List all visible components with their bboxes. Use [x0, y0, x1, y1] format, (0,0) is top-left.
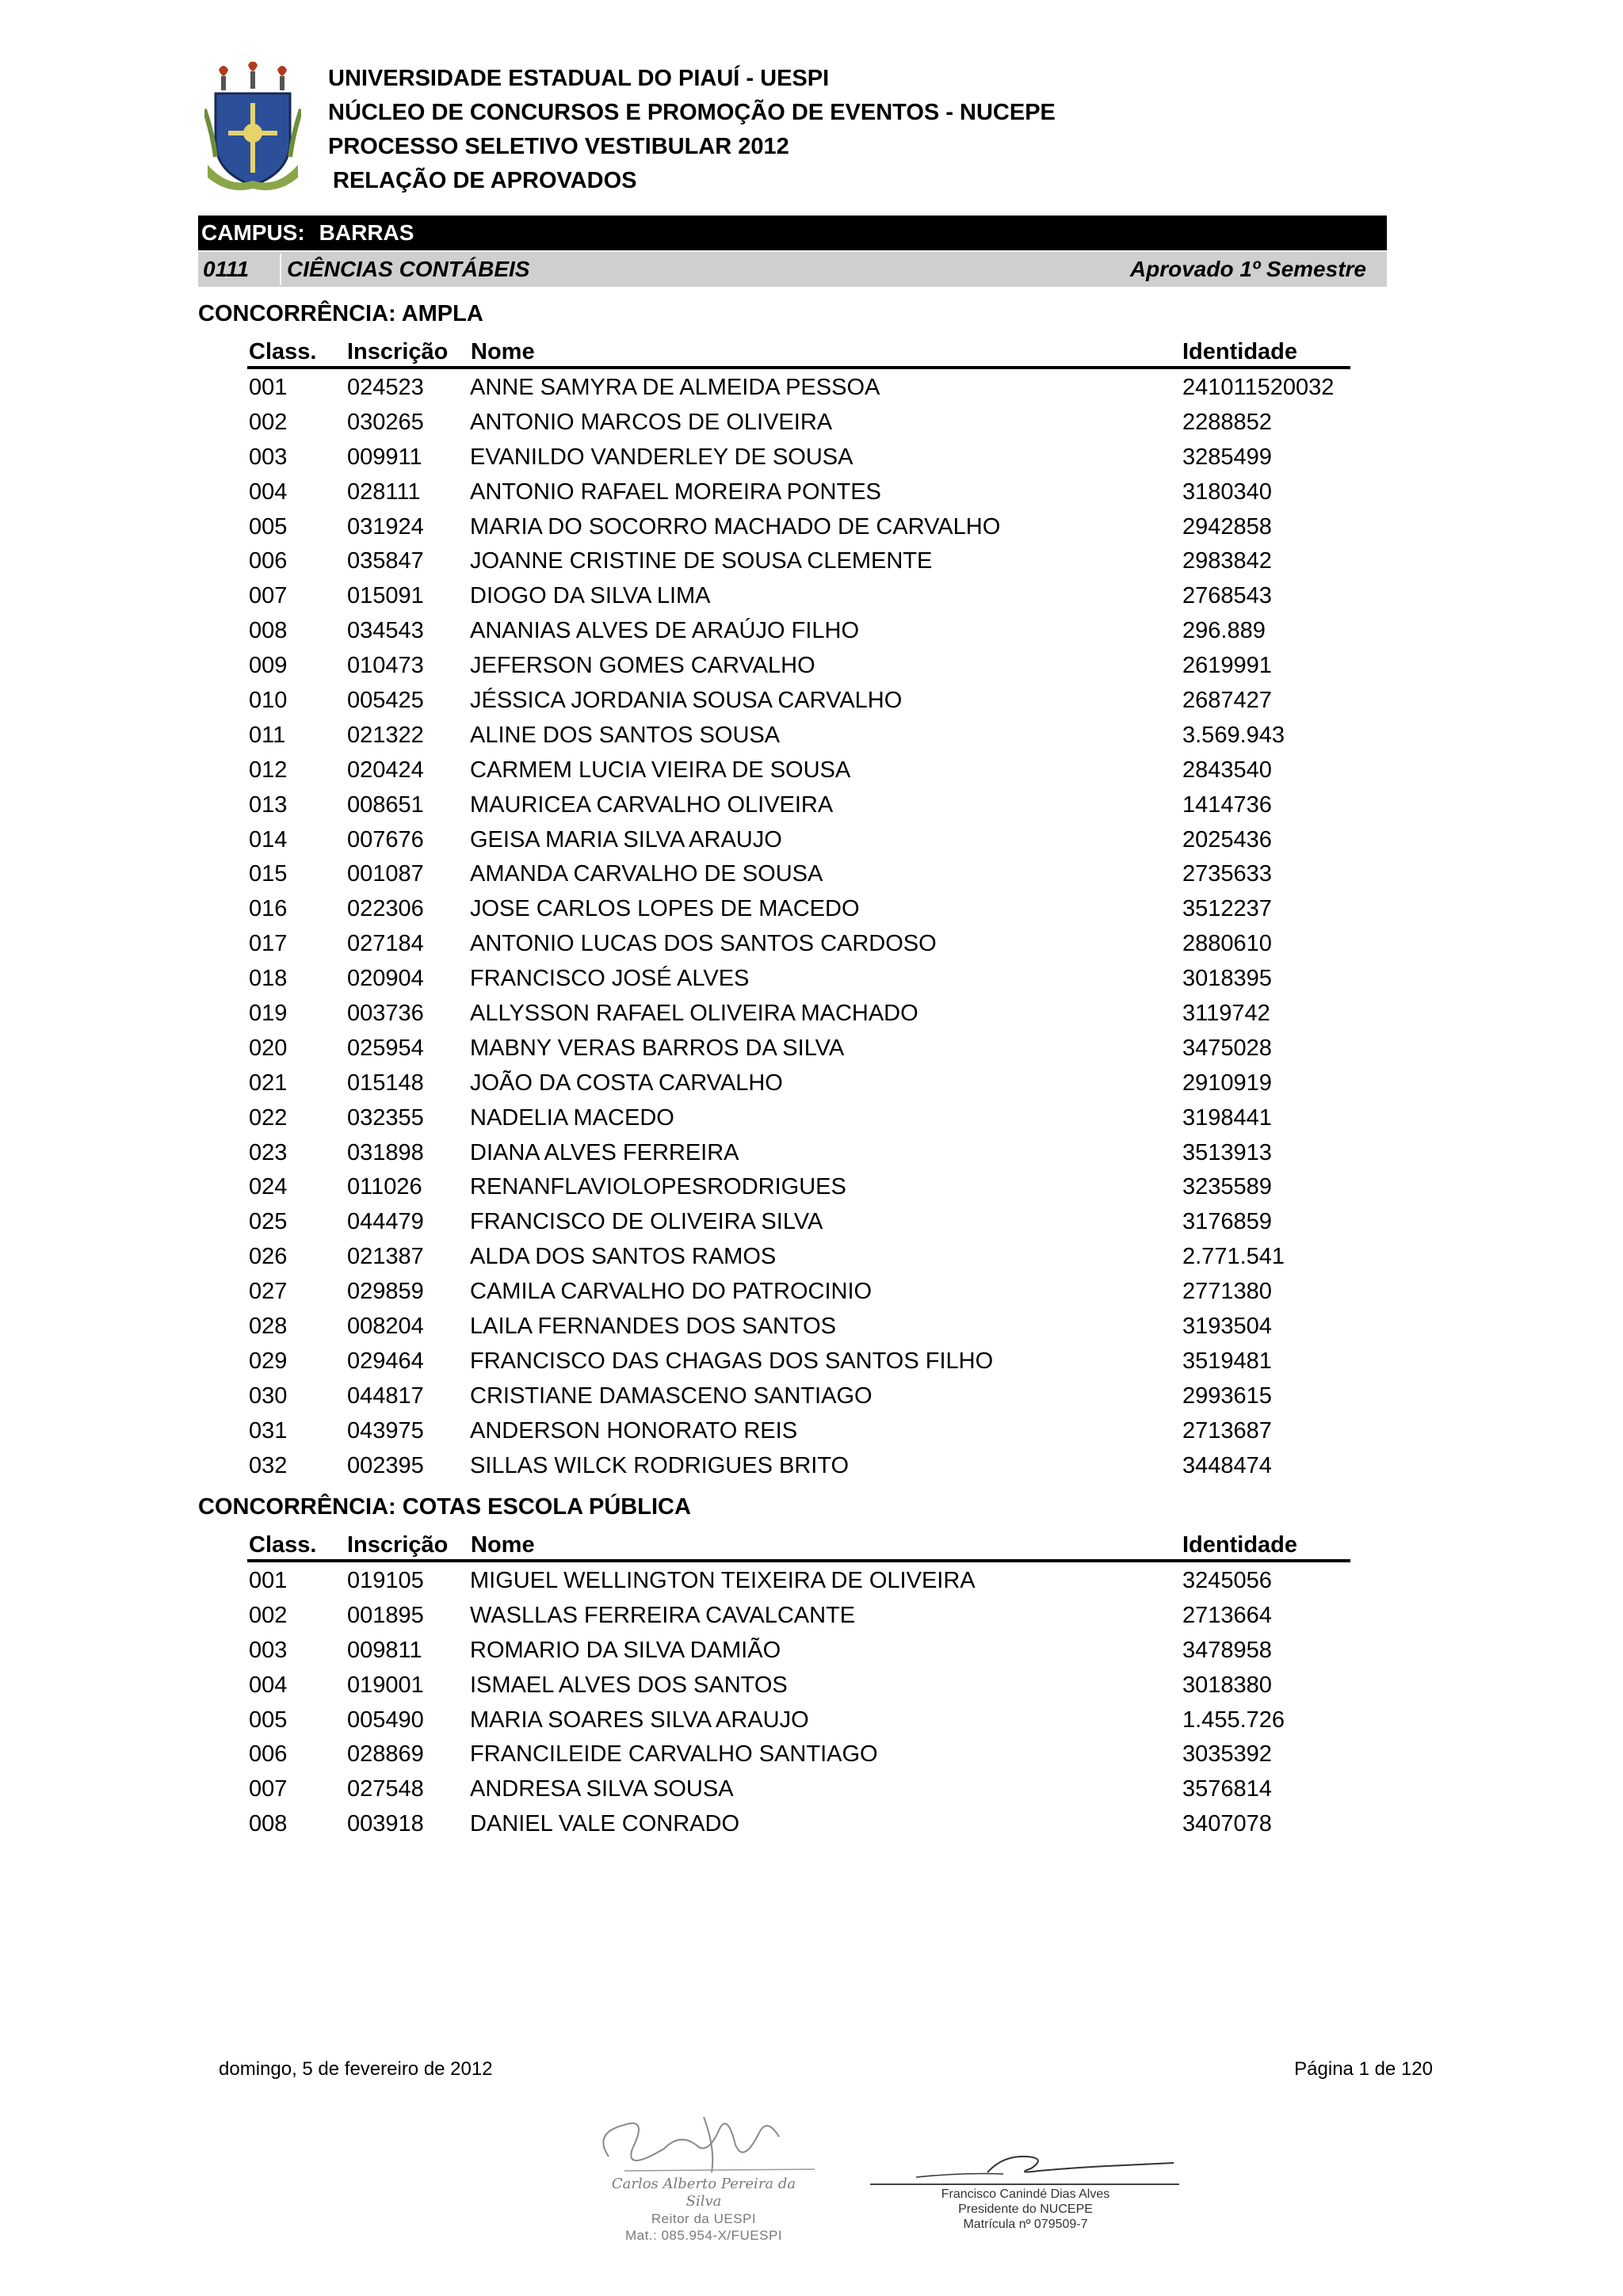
- cell-identidade: 3018395: [1182, 966, 1272, 992]
- table-header: [247, 1527, 1350, 1562]
- cell-inscricao: 019001: [347, 1672, 424, 1698]
- course-bar-divider: [280, 254, 281, 285]
- table-row: [247, 1414, 1373, 1449]
- cell-nome: DIANA ALVES FERREIRA: [470, 1139, 739, 1165]
- cell-class: 028: [249, 1314, 288, 1340]
- handwritten-signature-icon: [577, 2101, 862, 2180]
- cell-class: 030: [249, 1383, 288, 1409]
- table-row: [247, 684, 1373, 719]
- table-row: [247, 962, 1373, 997]
- cell-inscricao: 043975: [347, 1417, 424, 1444]
- cell-class: 002: [249, 409, 288, 435]
- column-header-identidade: Identidade: [1182, 339, 1298, 364]
- cell-inscricao: 035847: [347, 548, 424, 574]
- cell-inscricao: 027548: [347, 1776, 424, 1802]
- cell-nome: CRISTIANE DAMASCENO SANTIAGO: [470, 1383, 873, 1409]
- cell-nome: MABNY VERAS BARROS DA SILVA: [470, 1035, 845, 1061]
- cell-class: 003: [249, 1637, 288, 1663]
- cell-class: 022: [249, 1104, 288, 1131]
- cell-class: 001: [249, 1568, 288, 1593]
- table-row: [247, 1240, 1373, 1275]
- cell-class: 017: [249, 931, 288, 957]
- university-name: UNIVERSIDADE ESTADUAL DO PIAUÍ - UESPI: [328, 66, 830, 91]
- cell-nome: ALLYSSON RAFAEL OLIVEIRA MACHADO: [470, 1001, 918, 1027]
- table-row: [247, 1669, 1373, 1703]
- cell-class: 007: [249, 1776, 288, 1802]
- cell-identidade: 2619991: [1182, 653, 1272, 679]
- cell-nome: JOÃO DA COSTA CARVALHO: [470, 1070, 783, 1096]
- cell-inscricao: 002395: [347, 1452, 424, 1478]
- cell-identidade: 241011520032: [1182, 375, 1335, 400]
- cell-inscricao: 009811: [347, 1637, 422, 1663]
- cell-identidade: 2843540: [1182, 757, 1272, 783]
- cell-class: 013: [249, 791, 288, 818]
- cell-identidade: 3.569.943: [1182, 722, 1285, 748]
- cell-identidade: 2993615: [1182, 1383, 1272, 1409]
- results-table: [247, 371, 1373, 1484]
- cell-class: 031: [249, 1417, 288, 1444]
- cell-identidade: 3176859: [1182, 1209, 1272, 1235]
- handwritten-signature-icon: [869, 2109, 1186, 2183]
- cell-inscricao: 005490: [347, 1707, 424, 1733]
- cell-identidade: 2771380: [1182, 1279, 1272, 1305]
- page-number: Página 1 de 120: [1294, 2058, 1433, 2080]
- cell-identidade: 3035392: [1182, 1741, 1272, 1768]
- cell-inscricao: 001087: [347, 861, 424, 887]
- cell-identidade: 3180340: [1182, 479, 1272, 505]
- cell-inscricao: 010473: [347, 653, 424, 679]
- cell-identidade: 3245056: [1182, 1568, 1272, 1593]
- table-row: [247, 1170, 1373, 1205]
- cell-class: 008: [249, 618, 288, 644]
- cell-identidade: 3478958: [1182, 1637, 1272, 1663]
- signature-line: [870, 2183, 1179, 2185]
- cell-class: 027: [249, 1279, 288, 1305]
- cell-nome: ANNE SAMYRA DE ALMEIDA PESSOA: [470, 375, 880, 400]
- cell-inscricao: 009911: [347, 444, 422, 470]
- cell-nome: AMANDA CARVALHO DE SOUSA: [470, 861, 823, 887]
- course-name: CIÊNCIAS CONTÁBEIS: [287, 257, 530, 281]
- cell-inscricao: 011026: [347, 1174, 422, 1200]
- cell-class: 006: [249, 548, 288, 574]
- cell-class: 014: [249, 826, 288, 852]
- table-row: [247, 1807, 1373, 1842]
- cell-nome: RENANFLAVIOLOPESRODRIGUES: [470, 1174, 846, 1200]
- column-header-nome: Nome: [471, 1532, 535, 1558]
- cell-inscricao: 022306: [347, 896, 424, 922]
- table-row: [247, 406, 1373, 441]
- cell-nome: CARMEM LUCIA VIEIRA DE SOUSA: [470, 757, 851, 783]
- cell-class: 006: [249, 1741, 288, 1768]
- cell-identidade: 2687427: [1182, 688, 1272, 714]
- table-row: [247, 1703, 1373, 1738]
- table-row: [247, 788, 1373, 823]
- results-table: [247, 1564, 1373, 1842]
- cell-class: 016: [249, 896, 288, 922]
- campus-label: CAMPUS:: [201, 220, 305, 245]
- cell-nome: WASLLAS FERREIRA CAVALCANTE: [470, 1602, 856, 1628]
- cell-inscricao: 007676: [347, 826, 424, 852]
- cell-nome: DIOGO DA SILVA LIMA: [470, 583, 711, 609]
- table-row: [247, 649, 1373, 684]
- cell-nome: ALINE DOS SANTOS SOUSA: [470, 722, 781, 748]
- cell-inscricao: 005425: [347, 688, 424, 714]
- cell-nome: EVANILDO VANDERLEY DE SOUSA: [470, 444, 854, 470]
- cell-class: 020: [249, 1035, 288, 1061]
- president-role: Presidente do NUCEPE: [958, 2203, 1093, 2216]
- table-row: [247, 544, 1373, 579]
- cell-nome: ROMARIO DA SILVA DAMIÃO: [470, 1637, 781, 1663]
- cell-identidade: 2713664: [1182, 1602, 1272, 1628]
- cell-inscricao: 003736: [347, 1001, 424, 1027]
- president-signature-block: [869, 2109, 1186, 2231]
- cell-inscricao: 019105: [347, 1568, 424, 1593]
- center-name: NÚCLEO DE CONCURSOS E PROMOÇÃO DE EVENTOS - NUCEPE: [328, 100, 1056, 125]
- table-row: [247, 579, 1373, 614]
- cell-inscricao: 008204: [347, 1314, 424, 1340]
- cell-class: 002: [249, 1602, 288, 1628]
- approval-status: Aprovado 1º Semestre: [1129, 257, 1366, 281]
- campus-bar: [198, 215, 1387, 250]
- president-name: Francisco Canindé Dias Alves: [941, 2187, 1110, 2201]
- cell-class: 026: [249, 1244, 288, 1270]
- cell-nome: GEISA MARIA SILVA ARAUJO: [470, 826, 782, 852]
- cell-identidade: 3193504: [1182, 1314, 1272, 1340]
- cell-class: 023: [249, 1139, 288, 1165]
- cell-nome: ANTONIO MARCOS DE OLIVEIRA: [470, 409, 833, 435]
- cell-inscricao: 034543: [347, 618, 424, 644]
- cell-inscricao: 008651: [347, 791, 424, 818]
- cell-class: 015: [249, 861, 288, 887]
- column-header-class: Class.: [249, 339, 317, 364]
- cell-inscricao: 025954: [347, 1035, 424, 1061]
- cell-class: 001: [249, 375, 288, 400]
- cell-nome: ANDRESA SILVA SOUSA: [470, 1776, 734, 1802]
- cell-class: 011: [249, 722, 286, 748]
- cell-identidade: 1.455.726: [1182, 1707, 1285, 1733]
- table-row: [247, 1275, 1373, 1310]
- cell-identidade: 3512237: [1182, 896, 1272, 922]
- column-header-class: Class.: [249, 1532, 317, 1558]
- cell-identidade: 2735633: [1182, 861, 1272, 887]
- cell-inscricao: 020424: [347, 757, 424, 783]
- cell-class: 008: [249, 1811, 288, 1837]
- table-header: [247, 334, 1350, 369]
- cell-class: 005: [249, 1707, 288, 1733]
- cell-identidade: 3198441: [1182, 1104, 1272, 1131]
- table-row: [247, 1564, 1373, 1599]
- cell-nome: ANTONIO LUCAS DOS SANTOS CARDOSO: [470, 931, 937, 957]
- cell-identidade: 3448474: [1182, 1452, 1272, 1478]
- cell-class: 004: [249, 1672, 288, 1698]
- cell-nome: JOANNE CRISTINE DE SOUSA CLEMENTE: [470, 548, 933, 574]
- cell-nome: JÉSSICA JORDANIA SOUSA CARVALHO: [470, 688, 903, 714]
- cell-identidade: 2768543: [1182, 583, 1272, 609]
- cell-identidade: 3513913: [1182, 1139, 1272, 1165]
- president-registration: Matrícula nº 079509-7: [963, 2218, 1088, 2231]
- table-row: [247, 1599, 1373, 1634]
- rector-signature-block: [577, 2101, 862, 2241]
- table-row: [247, 1737, 1373, 1772]
- cell-nome: MARIA DO SOCORRO MACHADO DE CARVALHO: [470, 513, 1001, 540]
- cell-inscricao: 003918: [347, 1811, 424, 1837]
- table-row: [247, 1205, 1373, 1240]
- document-header: [328, 62, 1056, 198]
- cell-nome: ANTONIO RAFAEL MOREIRA PONTES: [470, 479, 881, 505]
- table-row: [247, 1449, 1373, 1484]
- cell-nome: ANDERSON HONORATO REIS: [470, 1417, 798, 1444]
- cell-identidade: 3235589: [1182, 1174, 1272, 1200]
- cell-inscricao: 044817: [347, 1383, 424, 1409]
- table-row: [247, 1634, 1373, 1669]
- table-row: [247, 475, 1373, 510]
- cell-nome: ALDA DOS SANTOS RAMOS: [470, 1244, 777, 1270]
- cell-nome: ANANIAS ALVES DE ARAÚJO FILHO: [470, 618, 860, 644]
- cell-nome: DANIEL VALE CONRADO: [470, 1811, 740, 1837]
- cell-inscricao: 028869: [347, 1741, 424, 1768]
- cell-class: 009: [249, 653, 288, 679]
- cell-nome: ISMAEL ALVES DOS SANTOS: [470, 1672, 788, 1698]
- cell-class: 021: [249, 1070, 288, 1096]
- cell-class: 029: [249, 1348, 288, 1374]
- table-row: [247, 823, 1373, 858]
- course-bar: [198, 252, 1387, 287]
- cell-inscricao: 029464: [347, 1348, 424, 1374]
- cell-class: 012: [249, 757, 288, 783]
- cell-identidade: 3407078: [1182, 1811, 1272, 1837]
- cell-inscricao: 032355: [347, 1104, 424, 1131]
- column-header-inscricao: Inscrição: [347, 1532, 449, 1558]
- table-row: [247, 1101, 1373, 1136]
- cell-class: 018: [249, 966, 288, 992]
- cell-class: 007: [249, 583, 288, 609]
- cell-class: 019: [249, 1001, 288, 1027]
- cell-identidade: 2.771.541: [1182, 1244, 1285, 1270]
- cell-inscricao: 001895: [347, 1602, 424, 1628]
- table-row: [247, 1066, 1373, 1101]
- cell-nome: MIGUEL WELLINGTON TEIXEIRA DE OLIVEIRA: [470, 1568, 976, 1593]
- cell-identidade: 2288852: [1182, 409, 1272, 435]
- cell-inscricao: 030265: [347, 409, 424, 435]
- cell-inscricao: 031924: [347, 513, 424, 540]
- cell-inscricao: 020904: [347, 966, 424, 992]
- cell-class: 032: [249, 1452, 288, 1478]
- table-row: [247, 997, 1373, 1032]
- table-row: [247, 510, 1373, 545]
- table-row: [247, 371, 1373, 406]
- table-row: [247, 1772, 1373, 1807]
- table-row: [247, 753, 1373, 788]
- column-header-inscricao: Inscrição: [347, 339, 449, 364]
- cell-inscricao: 015091: [347, 583, 424, 609]
- section-title: CONCORRÊNCIA: AMPLA: [198, 301, 483, 326]
- cell-identidade: 296.889: [1182, 618, 1266, 644]
- table-row: [247, 1032, 1373, 1066]
- cell-identidade: 2983842: [1182, 548, 1272, 574]
- table-row: [247, 857, 1373, 892]
- course-code: 0111: [203, 257, 250, 281]
- cell-nome: FRANCISCO DE OLIVEIRA SILVA: [470, 1209, 823, 1235]
- university-crest-icon: [204, 62, 301, 195]
- cell-identidade: 1414736: [1182, 791, 1272, 818]
- footer-date: domingo, 5 de fevereiro de 2012: [219, 2058, 493, 2080]
- cell-identidade: 3018380: [1182, 1672, 1272, 1698]
- cell-identidade: 3519481: [1182, 1348, 1272, 1374]
- cell-identidade: 3475028: [1182, 1035, 1272, 1061]
- cell-nome: FRANCILEIDE CARVALHO SANTIAGO: [470, 1741, 878, 1768]
- table-row: [247, 441, 1373, 475]
- table-row: [247, 1344, 1373, 1379]
- cell-identidade: 3119742: [1182, 1001, 1270, 1027]
- cell-identidade: 3285499: [1182, 444, 1272, 470]
- table-row: [247, 1379, 1373, 1414]
- cell-inscricao: 029859: [347, 1279, 424, 1305]
- cell-nome: CAMILA CARVALHO DO PATROCINIO: [470, 1279, 873, 1305]
- cell-inscricao: 028111: [347, 479, 421, 505]
- cell-inscricao: 027184: [347, 931, 424, 957]
- column-header-nome: Nome: [471, 339, 535, 364]
- cell-inscricao: 044479: [347, 1209, 424, 1235]
- cell-identidade: 2880610: [1182, 931, 1272, 957]
- cell-nome: NADELIA MACEDO: [470, 1104, 674, 1131]
- rector-registration: Mat.: 085.954-X/FUESPI: [624, 2228, 783, 2243]
- column-header-identidade: Identidade: [1182, 1532, 1298, 1558]
- table-row: [247, 614, 1373, 649]
- cell-inscricao: 015148: [347, 1070, 424, 1096]
- cell-nome: SILLAS WILCK RODRIGUES BRITO: [470, 1452, 850, 1478]
- cell-class: 003: [249, 444, 288, 470]
- cell-nome: JOSE CARLOS LOPES DE MACEDO: [470, 896, 860, 922]
- cell-inscricao: 024523: [347, 375, 424, 400]
- cell-inscricao: 031898: [347, 1139, 424, 1165]
- table-row: [247, 1136, 1373, 1171]
- cell-class: 004: [249, 479, 288, 505]
- section-title: CONCORRÊNCIA: COTAS ESCOLA PÚBLICA: [198, 1494, 691, 1520]
- cell-identidade: 2713687: [1182, 1417, 1272, 1444]
- cell-class: 010: [249, 688, 288, 714]
- rector-role: Reitor da UESPI: [651, 2211, 757, 2226]
- cell-inscricao: 021387: [347, 1244, 424, 1270]
- cell-nome: JEFERSON GOMES CARVALHO: [470, 653, 815, 679]
- cell-nome: FRANCISCO DAS CHAGAS DOS SANTOS FILHO: [470, 1348, 994, 1374]
- rector-name: Carlos Alberto Pereira da Silva: [611, 2176, 796, 2210]
- list-title: RELAÇÃO DE APROVADOS: [333, 168, 637, 193]
- cell-identidade: 2025436: [1182, 826, 1272, 852]
- cell-identidade: 2942858: [1182, 513, 1272, 540]
- cell-nome: FRANCISCO JOSÉ ALVES: [470, 966, 750, 992]
- cell-nome: LAILA FERNANDES DOS SANTOS: [470, 1314, 836, 1340]
- process-name: PROCESSO SELETIVO VESTIBULAR 2012: [328, 134, 789, 159]
- cell-nome: MARIA SOARES SILVA ARAUJO: [470, 1707, 809, 1733]
- cell-class: 025: [249, 1209, 288, 1235]
- cell-inscricao: 021322: [347, 722, 424, 748]
- table-row: [247, 719, 1373, 753]
- campus-name: BARRAS: [319, 220, 414, 245]
- table-row: [247, 892, 1373, 927]
- cell-class: 005: [249, 513, 288, 540]
- cell-nome: MAURICEA CARVALHO OLIVEIRA: [470, 791, 834, 818]
- cell-identidade: 3576814: [1182, 1776, 1272, 1802]
- table-row: [247, 1310, 1373, 1344]
- cell-class: 024: [249, 1174, 288, 1200]
- table-row: [247, 927, 1373, 962]
- cell-identidade: 2910919: [1182, 1070, 1272, 1096]
